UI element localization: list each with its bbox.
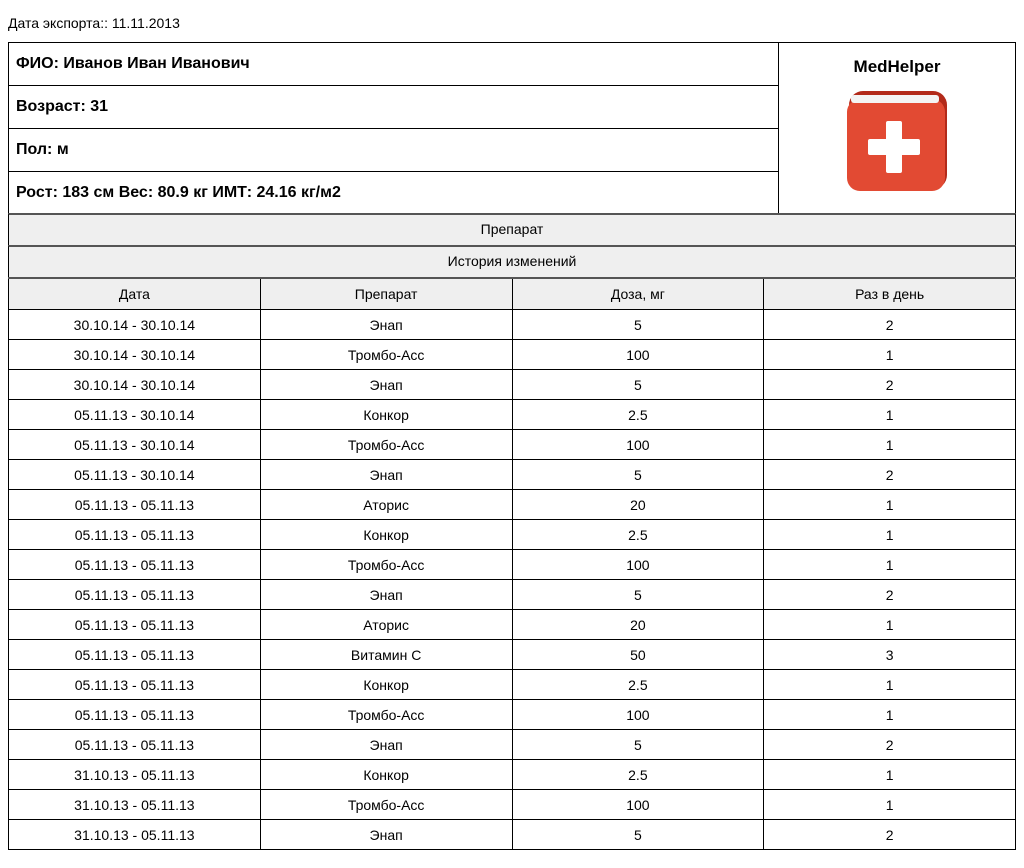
cell-drug: Тромбо-Асс (260, 700, 512, 730)
cell-dose: 50 (512, 640, 764, 670)
cell-times-per-day: 3 (764, 640, 1016, 670)
table-body (9, 310, 1016, 850)
table-row (9, 520, 1016, 550)
cell-drug: Энап (260, 730, 512, 760)
table-row (9, 610, 1016, 640)
cell-dose: 100 (512, 700, 764, 730)
cell-date: 05.11.13 - 30.10.14 (9, 460, 261, 490)
cell-drug: Энап (260, 580, 512, 610)
cell-dose: 2.5 (512, 400, 764, 430)
patient-weight-label: Вес: (118, 184, 154, 201)
cell-times-per-day: 2 (764, 310, 1016, 340)
table-row (9, 310, 1016, 340)
cell-dose: 2.5 (512, 520, 764, 550)
patient-bmi-label: ИМТ: (212, 184, 253, 201)
patient-sex: м (56, 141, 69, 158)
cell-drug: Энап (260, 370, 512, 400)
cell-dose: 100 (512, 550, 764, 580)
cell-drug: Тромбо-Асс (260, 550, 512, 580)
section-history-header: История изменений (8, 245, 1016, 278)
column-header-dose: Доза, мг (512, 278, 764, 310)
table-row (9, 730, 1016, 760)
section-drug-header: Препарат (8, 213, 1016, 246)
cell-date: 05.11.13 - 05.11.13 (9, 670, 261, 700)
cell-dose: 5 (512, 370, 764, 400)
table-header-row (9, 278, 1016, 310)
cell-times-per-day: 1 (764, 520, 1016, 550)
cell-dose: 5 (512, 460, 764, 490)
cell-date: 05.11.13 - 05.11.13 (9, 580, 261, 610)
patient-height: 183 см (62, 184, 115, 201)
cell-dose: 5 (512, 820, 764, 850)
cell-times-per-day: 1 (764, 550, 1016, 580)
export-date (8, 15, 180, 31)
patient-name-row (9, 43, 779, 86)
cell-date: 05.11.13 - 30.10.14 (9, 400, 261, 430)
table-row (9, 790, 1016, 820)
cell-times-per-day: 1 (764, 790, 1016, 820)
cell-drug: Конкор (260, 760, 512, 790)
cell-times-per-day: 2 (764, 460, 1016, 490)
cell-date: 05.11.13 - 30.10.14 (9, 430, 261, 460)
export-date-value: 11.11.2013 (111, 15, 180, 31)
cell-dose: 5 (512, 730, 764, 760)
table-row (9, 340, 1016, 370)
cell-date: 05.11.13 - 05.11.13 (9, 550, 261, 580)
cell-date: 30.10.14 - 30.10.14 (9, 310, 261, 340)
cell-dose: 100 (512, 430, 764, 460)
cell-drug: Аторис (260, 610, 512, 640)
export-date-label: Дата экспорта:: (8, 15, 108, 31)
cell-dose: 2.5 (512, 670, 764, 700)
table-row (9, 820, 1016, 850)
table-row (9, 460, 1016, 490)
cell-times-per-day: 1 (764, 400, 1016, 430)
patient-name: Иванов Иван Иванович (63, 55, 250, 72)
table-row (9, 400, 1016, 430)
cell-date: 05.11.13 - 05.11.13 (9, 640, 261, 670)
cell-times-per-day: 1 (764, 700, 1016, 730)
cell-date: 31.10.13 - 05.11.13 (9, 760, 261, 790)
cell-dose: 100 (512, 790, 764, 820)
column-header-times-per-day: Раз в день (764, 278, 1016, 310)
table-row (9, 550, 1016, 580)
cell-times-per-day: 1 (764, 490, 1016, 520)
patient-name-label: ФИО: (16, 55, 59, 72)
column-header-date: Дата (9, 278, 261, 310)
cell-drug: Энап (260, 460, 512, 490)
cell-dose: 2.5 (512, 760, 764, 790)
patient-info-table (8, 42, 1016, 215)
medication-history-table (8, 277, 1016, 850)
table-row (9, 760, 1016, 790)
cell-date: 05.11.13 - 05.11.13 (9, 490, 261, 520)
patient-age-label: Возраст: (16, 98, 86, 115)
cell-drug: Тромбо-Асс (260, 790, 512, 820)
cell-drug: Конкор (260, 520, 512, 550)
cell-drug: Тромбо-Асс (260, 340, 512, 370)
cell-dose: 20 (512, 490, 764, 520)
cell-date: 30.10.14 - 30.10.14 (9, 340, 261, 370)
cell-times-per-day: 2 (764, 730, 1016, 760)
cell-drug: Энап (260, 820, 512, 850)
patient-age-row (9, 86, 779, 129)
cell-dose: 100 (512, 340, 764, 370)
cell-drug: Тромбо-Асс (260, 430, 512, 460)
cell-times-per-day: 1 (764, 610, 1016, 640)
app-logo-cell (779, 43, 1016, 215)
cell-date: 05.11.13 - 05.11.13 (9, 730, 261, 760)
table-row (9, 700, 1016, 730)
patient-measurements-row (9, 172, 779, 215)
cell-times-per-day: 2 (764, 370, 1016, 400)
cell-date: 30.10.14 - 30.10.14 (9, 370, 261, 400)
cell-times-per-day: 2 (764, 820, 1016, 850)
cell-drug: Энап (260, 310, 512, 340)
cell-date: 05.11.13 - 05.11.13 (9, 700, 261, 730)
cell-times-per-day: 1 (764, 760, 1016, 790)
cell-dose: 20 (512, 610, 764, 640)
cell-drug: Витамин С (260, 640, 512, 670)
cell-drug: Конкор (260, 670, 512, 700)
patient-bmi: 24.16 кг/м2 (256, 184, 341, 201)
cell-date: 05.11.13 - 05.11.13 (9, 520, 261, 550)
cell-date: 05.11.13 - 05.11.13 (9, 610, 261, 640)
app-name: MedHelper (853, 57, 941, 76)
table-row (9, 490, 1016, 520)
cell-dose: 5 (512, 580, 764, 610)
table-row (9, 430, 1016, 460)
patient-age: 31 (90, 98, 109, 115)
table-row (9, 370, 1016, 400)
patient-weight: 80.9 кг (157, 184, 208, 201)
red-medical-book-icon (845, 89, 949, 193)
cell-dose: 5 (512, 310, 764, 340)
table-row (9, 640, 1016, 670)
cell-drug: Аторис (260, 490, 512, 520)
cell-times-per-day: 1 (764, 340, 1016, 370)
table-row (9, 580, 1016, 610)
patient-sex-label: Пол: (16, 141, 53, 158)
patient-sex-row (9, 129, 779, 172)
column-header-drug: Препарат (260, 278, 512, 310)
cell-times-per-day: 2 (764, 580, 1016, 610)
cell-date: 31.10.13 - 05.11.13 (9, 820, 261, 850)
cell-times-per-day: 1 (764, 430, 1016, 460)
cell-times-per-day: 1 (764, 670, 1016, 700)
cell-date: 31.10.13 - 05.11.13 (9, 790, 261, 820)
cell-drug: Конкор (260, 400, 512, 430)
patient-height-label: Рост: (16, 184, 58, 201)
table-row (9, 670, 1016, 700)
